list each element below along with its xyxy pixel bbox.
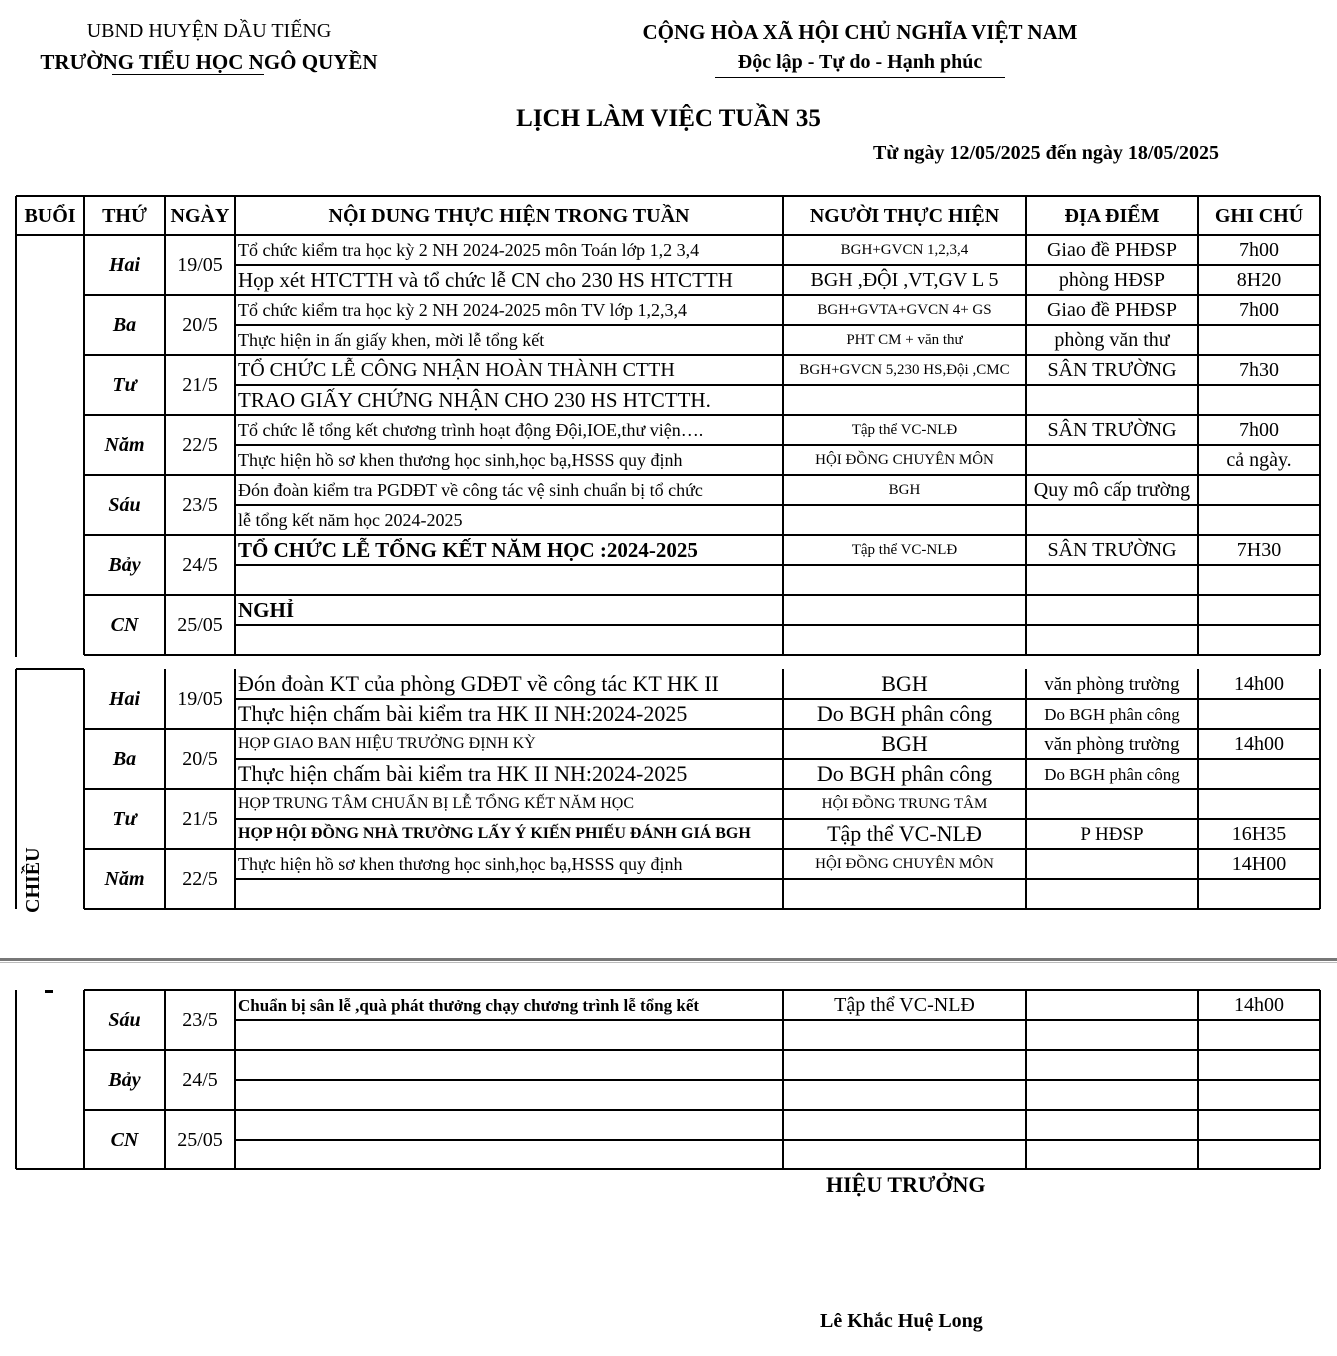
date-cell: 25/05 (177, 1129, 223, 1151)
page-break-line (0, 958, 1337, 961)
task-person: BGH+GVTA+GVCN 4+ GS (817, 301, 992, 318)
country-name: CỘNG HÒA XÃ HỘI CHỦ NGHĨA VIỆT NAM (642, 20, 1078, 44)
task-note (1201, 475, 1317, 505)
task-note: 14H00 (1231, 853, 1287, 875)
task-note (1201, 1140, 1317, 1170)
task-person (786, 565, 1023, 595)
date-cell: 22/5 (182, 434, 218, 456)
task-person: BGH+GVCN 5,230 HS,Đội ,CMC (799, 361, 1010, 378)
task-place: phòng HĐSP (1058, 269, 1166, 291)
task-content: Tổ chức lễ tổng kết chương trình hoạt động Đội,IOE,thư viện…. (238, 420, 704, 440)
task-content: Đón đoàn kiểm tra PGDĐT về công tác vệ sinh chuẩn bị tổ chức (238, 480, 703, 500)
task-content: Tổ chức kiểm tra học kỳ 2 NH 2024-2025 môn TV lớp 1,2,3,4 (238, 300, 688, 320)
task-person: Tập thể VC-NLĐ (851, 541, 958, 558)
task-content: Chuẩn bị sân lễ ,quà phát thưởng chạy chương trình lễ tổng kết (238, 995, 700, 1015)
task-place (1029, 849, 1195, 879)
task-place (1029, 625, 1195, 655)
task-content (238, 1020, 780, 1050)
weekday-cell: CN (110, 1129, 139, 1151)
weekday-cell: Bảy (108, 554, 141, 576)
date-cell: 24/5 (182, 1069, 218, 1091)
task-note: 7h30 (1239, 359, 1279, 381)
task-content: Đón đoàn KT của phòng GDĐT về công tác KT HK II (238, 671, 719, 696)
task-note (1201, 1110, 1317, 1140)
task-note: 14h00 (1234, 733, 1284, 755)
task-place: Do BGH phân công (1044, 704, 1180, 724)
table-rule-v (1319, 196, 1321, 235)
task-note (1201, 1020, 1317, 1050)
task-place: SÂN TRƯỜNG (1047, 419, 1177, 441)
weekday-cell: Ba (112, 748, 137, 770)
date-cell: 22/5 (182, 868, 218, 890)
table-rule-v (1025, 196, 1027, 235)
task-place: SÂN TRƯỜNG (1047, 539, 1177, 561)
task-place: văn phòng trường (1044, 733, 1180, 755)
task-person: BGH+GVCN 1,2,3,4 (840, 241, 969, 258)
task-person: Tập thể VC-NLĐ (851, 421, 958, 438)
task-content: HỌP HỘI ĐỒNG NHÀ TRƯỜNG LẤY Ý KIẾN PHIẾU ĐÁNH GIÁ BGH (238, 825, 751, 842)
table-rule-v (15, 235, 17, 657)
task-place (1029, 595, 1195, 625)
task-content (238, 879, 780, 909)
task-content (238, 1140, 780, 1170)
task-person: Tập thể VC-NLĐ (827, 821, 982, 846)
task-place (1029, 990, 1195, 1020)
task-person: Do BGH phân công (816, 761, 993, 786)
date-cell: 24/5 (182, 554, 218, 576)
task-content (238, 625, 780, 655)
task-person: Tập thể VC-NLĐ (834, 994, 975, 1016)
task-place: Quy mô cấp trường (1033, 479, 1191, 501)
task-place: Giao đề PHĐSP (1046, 299, 1177, 321)
task-person (786, 1020, 1023, 1050)
task-note (1201, 325, 1317, 355)
task-place: P HĐSP (1080, 823, 1144, 845)
task-content: Tổ chức kiểm tra học kỳ 2 NH 2024-2025 môn Toán lớp 1,2 3,4 (238, 240, 700, 260)
task-person (786, 879, 1023, 909)
col-header-note: GHI CHÚ (1214, 204, 1304, 227)
task-content: HỌP TRUNG TÂM CHUẨN BỊ LỄ TỔNG KẾT NĂM HỌC (238, 795, 635, 812)
session-stub-mark (45, 990, 53, 993)
table-rule-v (164, 990, 166, 1169)
table-rule-v (83, 196, 85, 235)
col-header-weekday: THỨ (102, 204, 147, 227)
task-place (1029, 445, 1195, 475)
task-place (1029, 879, 1195, 909)
task-note (1201, 505, 1317, 535)
task-content: TỔ CHỨC LỄ CÔNG NHẬN HOÀN THÀNH CTTH (238, 359, 675, 381)
col-header-place: ĐỊA ĐIỂM (1064, 204, 1160, 227)
col-header-content: NỘI DUNG THỰC HIỆN TRONG TUẦN (328, 204, 690, 227)
weekday-cell: Tư (112, 808, 137, 830)
task-place (1029, 1110, 1195, 1140)
district-name: UBND HUYỆN DẦU TIẾNG (86, 20, 332, 42)
task-person: BGH (888, 481, 921, 498)
signature-title: HIỆU TRƯỞNG (826, 1172, 986, 1197)
task-content: Thực hiện in ấn giấy khen, mời lễ tổng kết (238, 330, 545, 350)
weekday-cell: Hai (108, 688, 141, 710)
date-cell: 20/5 (182, 748, 218, 770)
col-header-person: NGƯỜI THỰC HIỆN (809, 204, 1000, 227)
task-note (1201, 565, 1317, 595)
weekday-cell: Sáu (108, 494, 141, 516)
page-title: LỊCH LÀM VIỆC TUẦN 35 (516, 105, 821, 132)
task-person (786, 1080, 1023, 1110)
date-range: Từ ngày 12/05/2025 đến ngày 18/05/2025 (873, 142, 1219, 164)
session-label-afternoon: CHIỀU (22, 847, 44, 913)
task-content: Họp xét HTCTTH và tổ chức lễ CN cho 230 HS HTCTTH (238, 267, 733, 292)
task-person (786, 1110, 1023, 1140)
task-note (1201, 789, 1317, 819)
task-content: NGHỈ (238, 597, 295, 622)
table-rule-v (164, 196, 166, 235)
school-underline (112, 74, 264, 75)
task-place: SÂN TRƯỜNG (1047, 359, 1177, 381)
date-cell: 23/5 (182, 494, 218, 516)
signature-name: Lê Khắc Huệ Long (820, 1310, 983, 1332)
weekday-cell: Năm (104, 868, 145, 890)
task-place: phòng văn thư (1054, 329, 1170, 351)
task-place (1029, 789, 1195, 819)
date-cell: 19/05 (177, 688, 223, 710)
weekday-cell: Tư (112, 374, 137, 396)
date-cell: 25/05 (177, 614, 223, 636)
task-person (786, 625, 1023, 655)
date-cell: 20/5 (182, 314, 218, 336)
task-note: 7H30 (1236, 539, 1282, 561)
task-place (1029, 505, 1195, 535)
task-content (238, 1080, 780, 1110)
task-content (238, 1050, 780, 1080)
task-note (1201, 1050, 1317, 1080)
school-name: TRƯỜNG TIỂU HỌC NGÔ QUYỀN (40, 50, 378, 74)
task-person: HỘI ĐỒNG CHUYÊN MÔN (815, 855, 994, 872)
task-place (1029, 1020, 1195, 1050)
task-person (786, 505, 1023, 535)
task-person: BGH (881, 731, 928, 756)
task-note (1201, 595, 1317, 625)
task-person: BGH (881, 671, 928, 696)
task-note (1201, 625, 1317, 655)
task-note: 7h00 (1239, 299, 1279, 321)
date-cell: 23/5 (182, 1009, 218, 1031)
task-place (1029, 1140, 1195, 1170)
task-place (1029, 1050, 1195, 1080)
task-note: 7h00 (1239, 239, 1279, 261)
table-rule-v (83, 990, 85, 1169)
task-person: BGH ,ĐỘI ,VT,GV L 5 (810, 269, 999, 291)
weekday-cell: Năm (104, 434, 145, 456)
page-break-shadow (0, 962, 1337, 963)
motto-underline (715, 77, 1005, 78)
weekday-cell: Ba (112, 314, 137, 336)
task-content: Thực hiện chấm bài kiểm tra HK II NH:2024-2025 (238, 761, 688, 786)
motto: Độc lập - Tự do - Hạnh phúc (737, 51, 983, 73)
table-rule-v (234, 196, 236, 235)
col-header-date: NGÀY (170, 204, 230, 227)
task-note (1201, 699, 1317, 729)
table-rule-v (15, 669, 17, 909)
table-rule-h (16, 668, 84, 670)
task-person: HỘI ĐỒNG TRUNG TÂM (821, 795, 988, 812)
weekday-cell: Bảy (108, 1069, 141, 1091)
task-place (1029, 1080, 1195, 1110)
task-place: Do BGH phân công (1044, 764, 1180, 784)
task-note: 8H20 (1236, 269, 1282, 291)
date-cell: 21/5 (182, 374, 218, 396)
date-cell: 21/5 (182, 808, 218, 830)
task-place: văn phòng trường (1044, 673, 1180, 695)
task-note (1201, 1080, 1317, 1110)
task-place: Giao đề PHĐSP (1046, 239, 1177, 261)
task-content: Thực hiện hồ sơ khen thương học sinh,học bạ,HSSS quy định (238, 450, 683, 470)
task-note: 14h00 (1234, 994, 1284, 1016)
date-cell: 19/05 (177, 254, 223, 276)
weekday-cell: CN (110, 614, 139, 636)
task-person: Do BGH phân công (816, 701, 993, 726)
task-person: HỘI ĐỒNG CHUYÊN MÔN (815, 451, 994, 468)
task-note: 16H35 (1231, 823, 1287, 845)
table-rule-v (782, 196, 784, 235)
task-person: PHT CM + văn thư (846, 331, 963, 348)
col-header-session: BUỔI (24, 204, 76, 227)
table-rule-v (1197, 196, 1199, 235)
task-content (238, 1110, 780, 1140)
table-rule-v (164, 235, 166, 655)
weekday-cell: Hai (108, 254, 141, 276)
task-content: lễ tổng kết năm học 2024-2025 (238, 510, 463, 530)
task-content: Thực hiện hồ sơ khen thương học sinh,học bạ,HSSS quy định (238, 854, 683, 874)
weekday-cell: Sáu (108, 1009, 141, 1031)
task-content: TỔ CHỨC LỄ TỔNG KẾT NĂM HỌC :2024-2025 (238, 537, 698, 562)
task-note (1201, 759, 1317, 789)
table-rule-v (83, 235, 85, 655)
task-note (1201, 879, 1317, 909)
task-note: 14h00 (1234, 673, 1284, 695)
task-content: TRAO GIẤY CHỨNG NHẬN CHO 230 HS HTCTTH. (238, 387, 711, 412)
table-rule-v (15, 196, 17, 235)
task-place (1029, 565, 1195, 595)
task-content (238, 565, 780, 595)
task-note: cả ngày. (1226, 449, 1292, 471)
task-note: 7h00 (1239, 419, 1279, 441)
task-person (786, 1050, 1023, 1080)
table-rule-v (15, 990, 17, 1169)
task-person (786, 595, 1023, 625)
task-content: Thực hiện chấm bài kiểm tra HK II NH:2024-2025 (238, 701, 688, 726)
task-person (786, 1140, 1023, 1170)
task-content: HỌP GIAO BAN HIỆU TRƯỞNG ĐỊNH KỲ (238, 735, 536, 752)
